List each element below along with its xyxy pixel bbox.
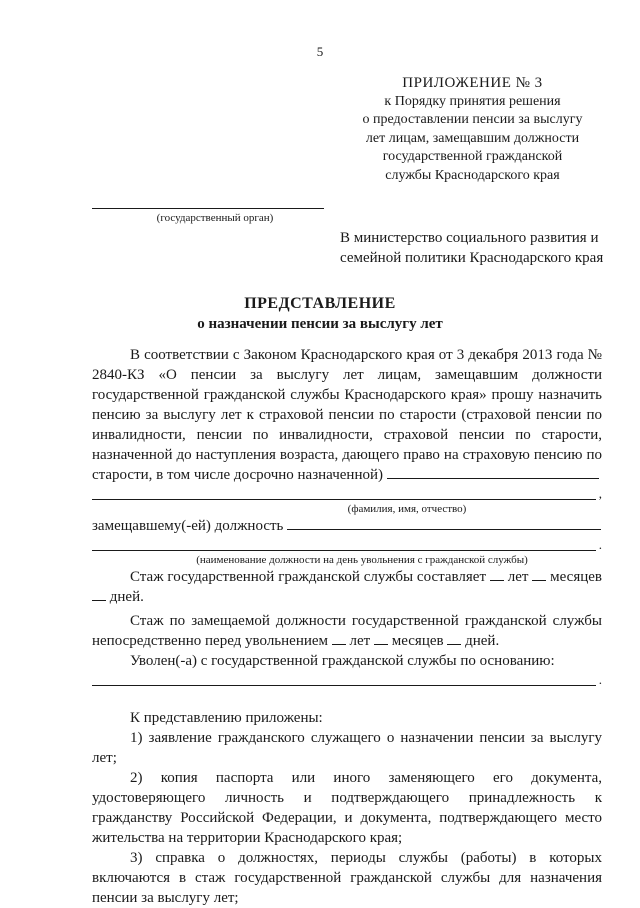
blank-line <box>332 632 346 645</box>
position-label: замещавшему(-ей) должность <box>92 518 284 534</box>
page-number: 5 <box>316 44 324 59</box>
dismissed-blank-line: . <box>92 671 596 686</box>
position-service-text: месяцев <box>391 633 444 649</box>
service-text: месяцев <box>550 569 602 585</box>
position-service-text: лет <box>349 633 371 649</box>
blank-line <box>447 632 461 645</box>
appendix-line: о предоставлении пенсии за выслугу <box>362 112 583 127</box>
blank-line <box>374 632 388 645</box>
gov-organ-blank-line <box>92 208 324 209</box>
blank-line <box>92 588 106 601</box>
addressee-block <box>340 229 615 268</box>
gov-organ-caption: (государственный орган) <box>156 212 274 224</box>
document-subtitle: о назначении пенсии за выслугу лет <box>197 316 443 332</box>
position-service-text: дней. <box>465 633 500 649</box>
attachment-item-3: 3) справка о должностях, периоды службы (работы) в которых включаются в стаж государственной гражданской службы для назначения пенсии за выслугу лет; <box>92 850 602 906</box>
document-heading <box>0 295 640 333</box>
attachment-item-2: 2) копия паспорта или иного заменяющего его документа, удостоверяющего личность и подтверждающего принадлежность к гражданству Российской Федерации, и документа, подтверждающего место жительства на территории Краснодарского края; <box>92 770 602 846</box>
gov-organ-field <box>92 208 324 224</box>
fio-blank-line: , <box>92 485 596 500</box>
position-caption: (наименование должности на день увольнения с гражданской службы) <box>196 554 528 566</box>
fio-caption: (фамилия, имя, отчество) <box>347 503 467 515</box>
service-text: дней. <box>109 589 144 605</box>
dismissed-label: Уволен(-а) с государственной гражданской службы по основанию: <box>130 653 555 669</box>
attachment-item-1: 1) заявление гражданского служащего о назначении пенсии за выслугу лет; <box>92 730 602 766</box>
position-paragraph <box>92 516 602 536</box>
addressee-line-1: В министерство социального развития и <box>340 230 599 246</box>
intro-paragraph <box>92 345 602 485</box>
appendix-line: службы Краснодарского края <box>385 167 560 183</box>
service-text: Стаж государственной гражданской службы составляет <box>130 569 486 585</box>
service-paragraph <box>92 567 602 607</box>
blank-line <box>387 465 599 479</box>
addressee-line-2: семейной политики Краснодарского края <box>340 249 604 266</box>
appendix-line: лет лицам, замещавшим должности <box>365 130 580 146</box>
appendix-line: государственной гражданской <box>382 149 563 164</box>
position-service-paragraph <box>92 611 602 651</box>
service-text: лет <box>507 569 529 585</box>
intro-text: В соответствии с Законом Краснодарского края от 3 декабря 2013 года № 2840-КЗ «О пенсии за выслугу лет лицам, замещавшим должности государственной гражданской службы Краснодарского края» прошу назначить пенсию за выслугу лет к страховой пенсии по старости (страховой пенсии по инвалидности, пенсии по инвалидности, страховой пенсии по старости, назначенной до наступления возраста, дающего право на страховую пенсию по старости, в том числе досрочно назначенной) <box>92 347 602 483</box>
attachments-label: К представлению приложены: <box>130 710 323 726</box>
blank-line <box>532 568 546 581</box>
document-body <box>92 345 602 908</box>
document-title: ПРЕДСТАВЛЕНИЕ <box>244 295 396 312</box>
appendix-title: ПРИЛОЖЕНИЕ № 3 <box>402 75 543 91</box>
appendix-block <box>330 74 615 185</box>
position-blank-line: . <box>92 536 596 551</box>
blank-line <box>287 516 601 530</box>
position-service-text: Стаж по замещаемой должности государственной гражданской службы непосредственно перед увольнением <box>92 613 602 649</box>
blank-line <box>490 568 504 581</box>
dismissed-paragraph <box>92 651 602 671</box>
appendix-line: к Порядку принятия решения <box>384 93 561 109</box>
